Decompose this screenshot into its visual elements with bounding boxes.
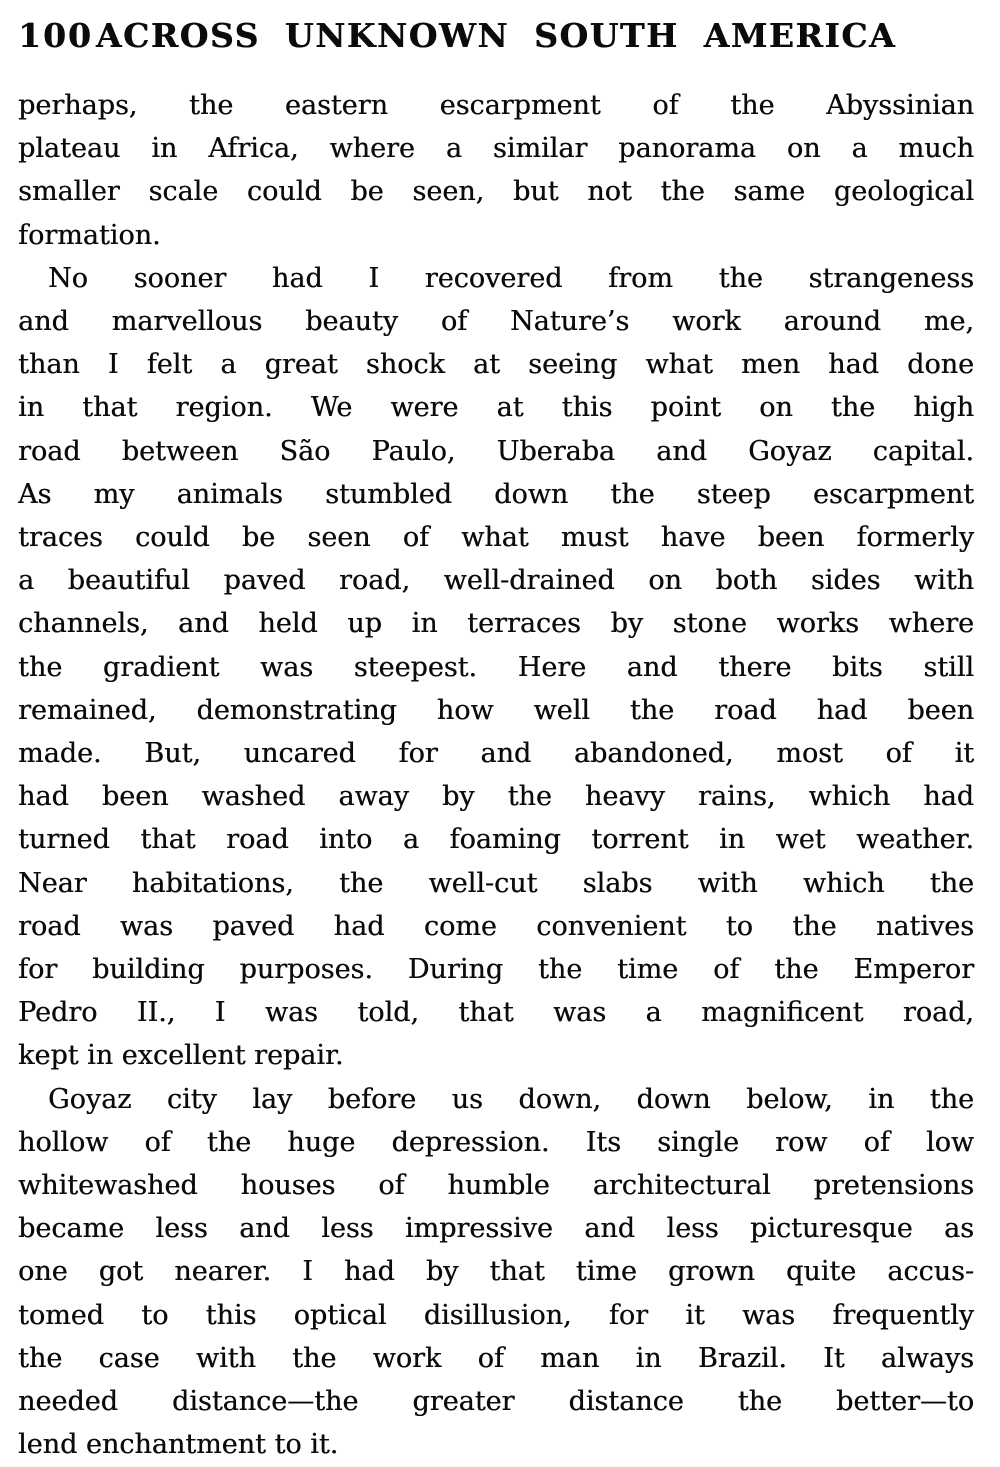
text-line: Pedro II., I was told, that was a magnificent road, bbox=[18, 997, 974, 1029]
text-line: had been washed away by the heavy rains, which had bbox=[18, 781, 974, 813]
text-line: for building purposes. During the time of the Emperor bbox=[18, 954, 974, 986]
text-line: plateau in Africa, where a similar panorama on a much bbox=[18, 133, 974, 165]
text-line: than I felt a great shock at seeing what men had done bbox=[18, 349, 974, 381]
text-line: road was paved had come convenient to the natives bbox=[18, 910, 974, 942]
text-line: needed distance—the greater distance the better—to bbox=[18, 1386, 974, 1418]
text-line: the gradient was steepest. Here and there bits still bbox=[18, 651, 974, 683]
text-line: traces could be seen of what must have been formerly bbox=[18, 522, 974, 554]
body-text bbox=[18, 84, 974, 1467]
text-line: As my animals stumbled down the steep escarpment bbox=[18, 478, 974, 510]
text-line: channels, and held up in terraces by stone works where bbox=[18, 608, 974, 640]
text-line: perhaps, the eastern escarpment of the Abyssinian bbox=[18, 90, 974, 121]
text-line: No sooner had I recovered from the strangeness bbox=[48, 262, 974, 294]
text-line: hollow of the huge depression. Its single row of low bbox=[18, 1126, 974, 1158]
text-line: became less and less impressive and less picturesque as bbox=[18, 1213, 974, 1245]
text-line: tomed to this optical disillusion, for it was frequently bbox=[18, 1299, 974, 1331]
text-line: the case with the work of man in Brazil. It always bbox=[18, 1342, 974, 1374]
running-title: ACROSS UNKNOWN SOUTH AMERICA bbox=[95, 16, 897, 55]
text-line: and marvellous beauty of Nature’s work around me, bbox=[18, 306, 974, 338]
page-number: 100 bbox=[18, 16, 93, 55]
text-line: Near habitations, the well-cut slabs with which the bbox=[18, 867, 974, 899]
text-line: Goyaz city lay before us down, down below, in the bbox=[48, 1083, 974, 1115]
text-line: remained, demonstrating how well the road had been bbox=[18, 694, 974, 726]
text-line: formation. bbox=[18, 219, 161, 251]
text-line: in that region. We were at this point on the high bbox=[18, 392, 974, 424]
text-line: a beautiful paved road, well-drained on both sides with bbox=[18, 565, 974, 597]
page-header bbox=[18, 12, 974, 60]
text-line: kept in excellent repair. bbox=[18, 1040, 344, 1072]
text-line: whitewashed houses of humble architectural pretensions bbox=[18, 1170, 974, 1202]
text-line: one got nearer. I had by that time grown quite accus- bbox=[18, 1256, 974, 1288]
text-line: road between São Paulo, Uberaba and Goyaz capital. bbox=[18, 435, 974, 467]
text-line: lend enchantment to it. bbox=[18, 1429, 339, 1461]
text-line: turned that road into a foaming torrent in wet weather. bbox=[18, 824, 974, 856]
text-line: made. But, uncared for and abandoned, most of it bbox=[18, 738, 974, 770]
text-line: smaller scale could be seen, but not the same geological bbox=[18, 176, 974, 208]
